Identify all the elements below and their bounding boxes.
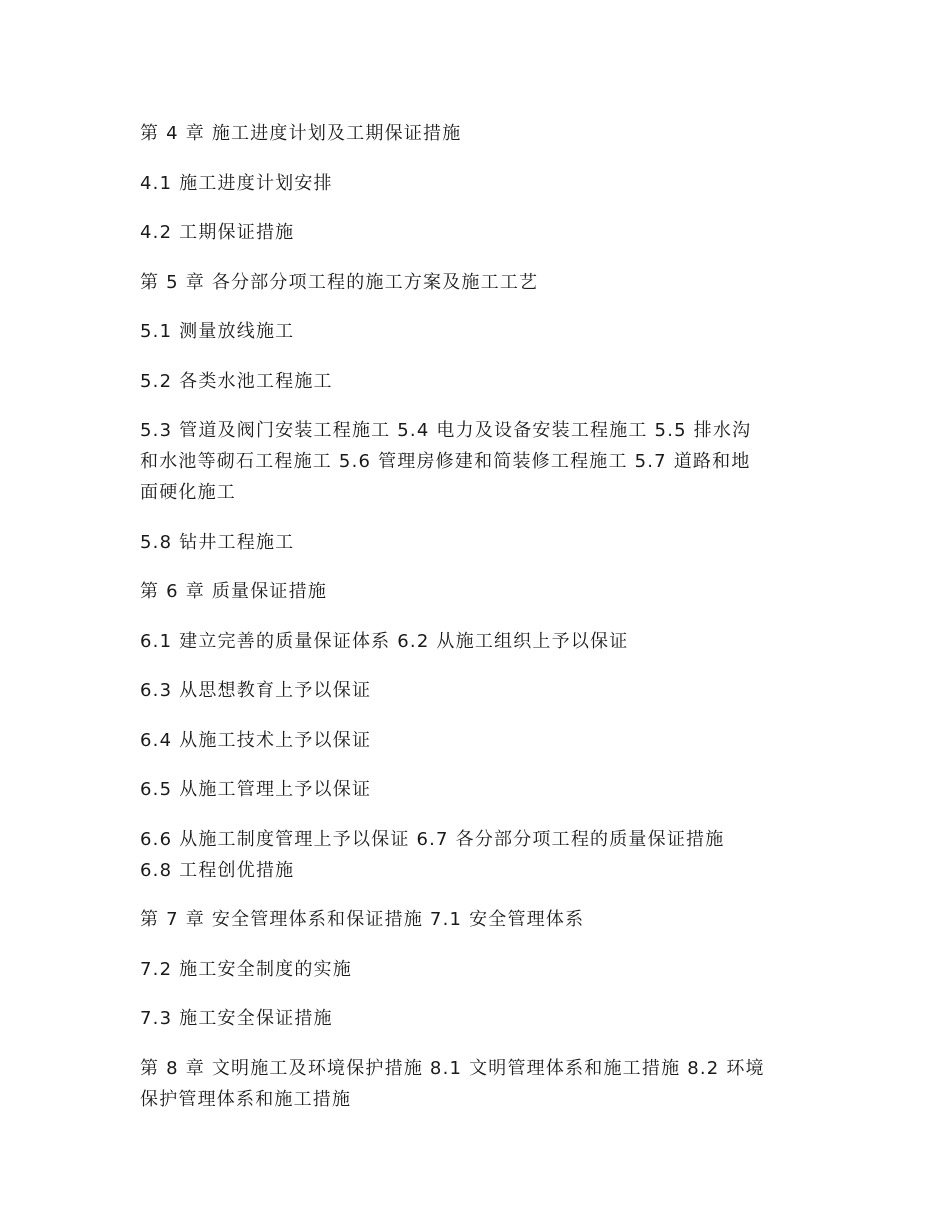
toc-sections-6-1-6-2 <box>140 626 820 657</box>
text-line: 6.6 从施工制度管理上予以保证 6.7 各分部分项工程的质量保证措施 <box>140 828 725 850</box>
toc-chapter-4 <box>140 118 820 149</box>
text-line: 6.1 建立完善的质量保证体系 6.2 从施工组织上予以保证 <box>140 630 629 652</box>
toc-section-6-5 <box>140 774 820 805</box>
text-line: 7.2 施工安全制度的实施 <box>140 958 352 980</box>
toc-section-4-2 <box>140 217 820 248</box>
text-line: 6.8 工程创优措施 <box>140 859 295 881</box>
toc-section-6-4 <box>140 725 820 756</box>
document-body <box>140 118 820 1133</box>
toc-chapter-6 <box>140 576 820 607</box>
text-line: 6.4 从施工技术上予以保证 <box>140 729 372 751</box>
text-line: 6.5 从施工管理上予以保证 <box>140 779 372 800</box>
toc-section-7-3 <box>140 1003 820 1034</box>
text-line: 保护管理体系和施工措施 <box>140 1088 352 1110</box>
toc-section-4-1 <box>140 168 820 199</box>
text-line: 面硬化施工 <box>140 482 236 503</box>
text-line: 5.8 钻井工程施工 <box>140 531 295 553</box>
text-line: 5.1 测量放线施工 <box>140 321 295 342</box>
text-line: 第 4 章 施工进度计划及工期保证措施 <box>140 123 462 144</box>
text-line: 4.1 施工进度计划安排 <box>140 172 333 194</box>
text-line: 第 7 章 安全管理体系和保证措施 7.1 安全管理体系 <box>140 909 585 930</box>
text-line: 7.3 施工安全保证措施 <box>140 1008 333 1029</box>
toc-chapter-7 <box>140 904 820 935</box>
text-line: 第 6 章 质量保证措施 <box>140 581 328 602</box>
toc-sections-6-6-to-6-8 <box>140 824 820 886</box>
text-line: 5.3 管道及阀门安装工程施工 5.4 电力及设备安装工程施工 5.5 排水沟 <box>140 420 752 441</box>
text-line: 6.3 从思想教育上予以保证 <box>140 680 372 701</box>
text-line: 第 5 章 各分部分项工程的施工方案及施工工艺 <box>140 271 539 293</box>
text-line: 和水池等砌石工程施工 5.6 管理房修建和简装修工程施工 5.7 道路和地 <box>140 451 751 472</box>
text-line: 第 8 章 文明施工及环境保护措施 8.1 文明管理体系和施工措施 8.2 环境 <box>140 1057 765 1079</box>
toc-section-5-2 <box>140 366 820 397</box>
toc-sections-5-3-to-5-7 <box>140 415 820 508</box>
toc-section-6-3 <box>140 675 820 706</box>
toc-chapter-5 <box>140 267 820 298</box>
toc-chapter-8 <box>140 1053 820 1115</box>
text-line: 4.2 工期保证措施 <box>140 222 295 243</box>
text-line: 5.2 各类水池工程施工 <box>140 370 333 392</box>
toc-section-5-1 <box>140 316 820 347</box>
toc-section-5-8 <box>140 527 820 558</box>
toc-section-7-2 <box>140 954 820 985</box>
